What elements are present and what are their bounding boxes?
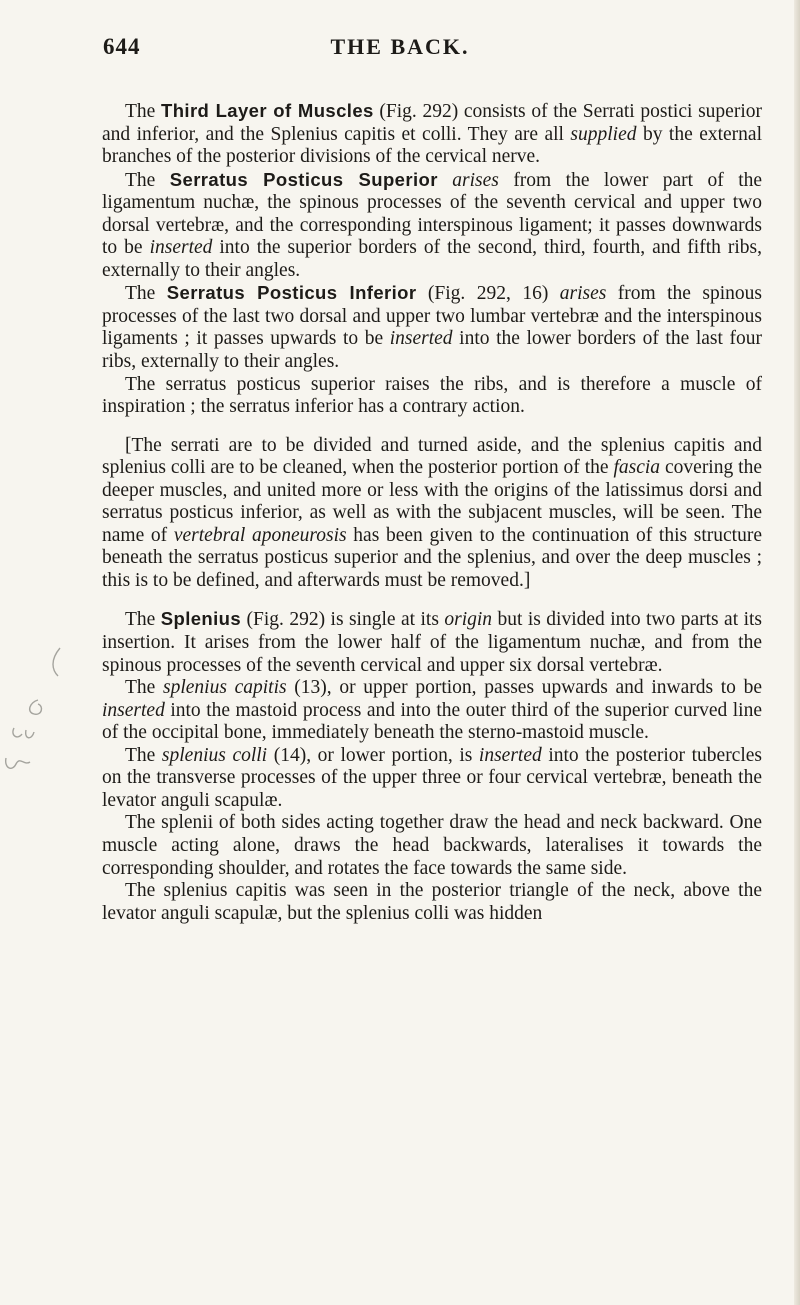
italic-term: inserted <box>389 328 453 350</box>
body-text <box>102 100 762 925</box>
page-header <box>0 34 800 74</box>
section-heading: Splenius <box>160 608 242 630</box>
paragraph-serratus-superior <box>102 169 762 283</box>
text-run: from the spinous processes of the last two dorsal and upper two lumbar vertebræ and the interspinous ligaments ; it passes upwards to be <box>102 283 762 350</box>
section-heading: Serratus Posticus Superior <box>169 168 438 190</box>
italic-term: inserted <box>149 237 213 259</box>
pencil-scribble-mark <box>0 640 70 790</box>
text-run: covering the deeper muscles, and united more or less with the origins of the latissimus dorsi and serratus posticus inferior, as well as with the subjacent muscles, will be seen. The name of <box>102 457 762 546</box>
italic-term: splenius capitis <box>163 677 287 699</box>
text-run: The <box>125 744 162 766</box>
paragraph-splenii-action: The splenii of both sides acting together draw the head and neck backward. One muscle acting alone, draws the head backwards, lateralises it towards the corresponding shoulder, and rotates the face towards the same side. <box>102 812 762 879</box>
paragraph-splenius-capitis <box>102 677 762 745</box>
text-run: (14), or lower portion, is <box>267 744 479 766</box>
page-edge-shadow <box>794 0 800 1305</box>
text-run: The <box>125 677 163 699</box>
text-run: The <box>125 101 161 122</box>
paragraph-splenius-triangle: The splenius capitis was seen in the posterior triangle of the neck, above the levator anguli scapulæ, but the splenius colli was hidden <box>102 880 762 924</box>
italic-term: fascia <box>613 457 661 479</box>
italic-term: splenius colli <box>161 744 268 766</box>
page-number: 644 <box>103 34 141 59</box>
text-run: The <box>125 283 167 305</box>
italic-term: supplied <box>570 123 637 145</box>
italic-term: inserted <box>478 744 542 766</box>
italic-term: vertebral aponeurosis <box>173 524 347 546</box>
text-run: into the mastoid process and into the outer third of the superior curved line of the occipital bone, immediately beneath the sterno-mastoid muscle. <box>102 699 762 744</box>
text-run: by the external branches of the posterior divisions of the cervical nerve. <box>102 123 763 168</box>
text-run: into the superior borders of the second, third, fourth, and fifth ribs, externally to their angles. <box>102 237 762 281</box>
italic-term: arises <box>452 169 499 191</box>
paragraph-serratus-inferior <box>102 282 762 373</box>
text-run: (Fig. 292, 16) <box>416 283 560 305</box>
paragraph-third-layer <box>102 100 762 169</box>
paragraph-dissection-note <box>102 435 762 593</box>
section-heading: Serratus Posticus Inferior <box>166 282 417 304</box>
text-run: (13), or upper portion, passes upwards and inwards to be <box>286 677 762 699</box>
text-run: (Fig. 292) consists of the Serrati postici superior and inferior, and the Splenius capitis et colli. They are all <box>102 101 762 145</box>
text-run: The <box>125 609 161 631</box>
text-run: (Fig. 292) is single at its <box>241 609 445 631</box>
text-run: but is divided into two parts at its insertion. It arises from the lower half of the ligamentum nuchæ, and from the spinous processes of the seventh cervical and upper six dorsal vertebræ. <box>102 609 762 676</box>
italic-term: origin <box>444 609 493 631</box>
italic-term: inserted <box>102 699 165 721</box>
text-run: has been given to the continuation of this structure beneath the serratus posticus superior and the splenius, and over the deep muscles ; this is to be defined, and afterwards must be removed.] <box>102 524 762 591</box>
text-run <box>438 170 452 191</box>
text-run: [The serrati are to be divided and turned aside, and the splenius capitis and splenius colli are to be cleaned, when the posterior portion of the <box>102 434 762 479</box>
paragraph-serratus-action: The serratus posticus superior raises the ribs, and is therefore a muscle of inspiration ; the serratus inferior has a contrary action. <box>102 373 762 418</box>
section-heading: Third Layer of Muscles <box>161 100 374 121</box>
italic-term: arises <box>559 283 607 305</box>
text-run: The <box>125 169 170 191</box>
text-run: into the lower borders of the last four ribs, externally to their angles. <box>102 328 763 373</box>
paragraph-splenius-colli <box>102 745 762 813</box>
paragraph-splenius <box>102 608 762 677</box>
running-head: THE BACK. <box>330 34 470 59</box>
text-run: from the lower part of the ligamentum nuchæ, the spinous processes of the seventh cervical and upper two dorsal vertebræ, and the corresponding interspinous ligament; it passes downwards to be <box>102 169 763 259</box>
text-run: into the posterior tubercles on the transverse processes of the upper three or four cervical vertebræ, beneath the levator anguli scapulæ. <box>102 744 763 811</box>
